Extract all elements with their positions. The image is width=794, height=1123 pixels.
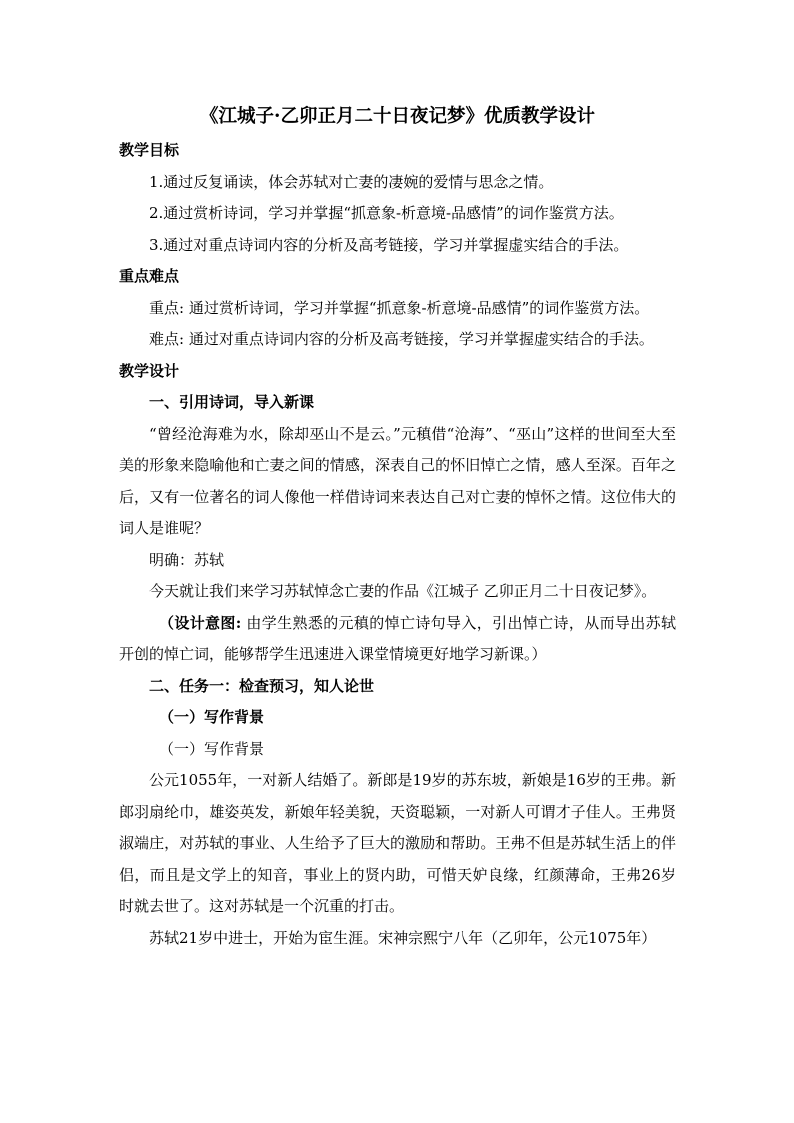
key-point-focus: 重点: 通过赏析诗词，学习并掌握“抓意象-析意境-品感情”的词作鉴赏方法。	[149, 298, 650, 317]
design-intent-note	[119, 608, 676, 671]
goal-item-3: 3.通过对重点诗词内容的分析及高考链接，学习并掌握虚实结合的手法。	[149, 235, 629, 254]
section-heading-goals: 教学目标	[119, 141, 180, 159]
goal-item-1: 1.通过反复诵读，体会苏轼对亡妻的凄婉的爱情与思念之情。	[149, 172, 554, 191]
background-paragraph-1: 公元1055年，一对新人结婚了。新郎是19岁的苏东坡，新娘是16岁的王弗。新郎羽扇纶巾，雄姿英发，新娘年轻美貌，天资聪颖，一对新人可谓才子佳人。王弗贤淑端庄，对苏轼的事业、人生给予了巨大的激励和帮助。王弗不但是苏轼生活上的伴侣，而且是文学上的知音，事业上的贤内助，可惜天妒良缘，红颜薄命，王弗26岁时就去世了。这对苏轼是一个沉重的打击。	[119, 771, 676, 915]
document-title: 《江城子·乙卯正月二十日夜记梦》优质教学设计	[200, 106, 595, 127]
part2-subheading-bold: （一）写作背景	[159, 708, 265, 726]
design-intent-text: 由学生熟悉的元稹的悼亡诗句导入，引出悼亡诗，从而导出苏轼开创的悼亡词，能够帮学生迅速进入课堂情境更好地学习新课。）	[119, 613, 676, 663]
section-heading-key-points: 重点难点	[119, 267, 180, 285]
section-heading-design: 教学设计	[119, 361, 180, 380]
part2-heading: 二、任务一：检查预习，知人论世	[149, 676, 375, 695]
key-point-difficulty: 难点: 通过对重点诗词内容的分析及高考链接，学习并掌握虚实结合的手法。	[149, 330, 654, 348]
part1-lead-in: 今天就让我们来学习苏轼悼念亡妻的作品《江城子 乙卯正月二十日夜记梦》。	[149, 582, 657, 600]
part2-subheading-plain: （一）写作背景	[159, 739, 265, 758]
background-paragraph-2: 苏轼21岁中进士，开始为宦生涯。宋神宗熙宁八年（乙卯年，公元1075年）	[149, 928, 657, 947]
part1-heading: 一、引用诗词，导入新课	[149, 393, 315, 411]
goal-item-2: 2.通过赏析诗词，学习并掌握“抓意象-析意境-品感情”的词作鉴赏方法。	[149, 204, 624, 222]
design-intent-label: （设计意图:	[159, 613, 242, 632]
part1-answer: 明确：苏轼	[149, 550, 225, 569]
part1-intro-paragraph: “曾经沧海难为水，除却巫山不是云。”元稹借“沧海”、“巫山”这样的世间至大至美的形象来隐喻他和亡妻之间的情感，深表自己的怀旧悼亡之情，感人至深。百年之后，又有一位著名的词人像他一样借诗词来表达自己对亡妻的悼怀之情。这位伟大的词人是谁呢？	[119, 424, 676, 537]
